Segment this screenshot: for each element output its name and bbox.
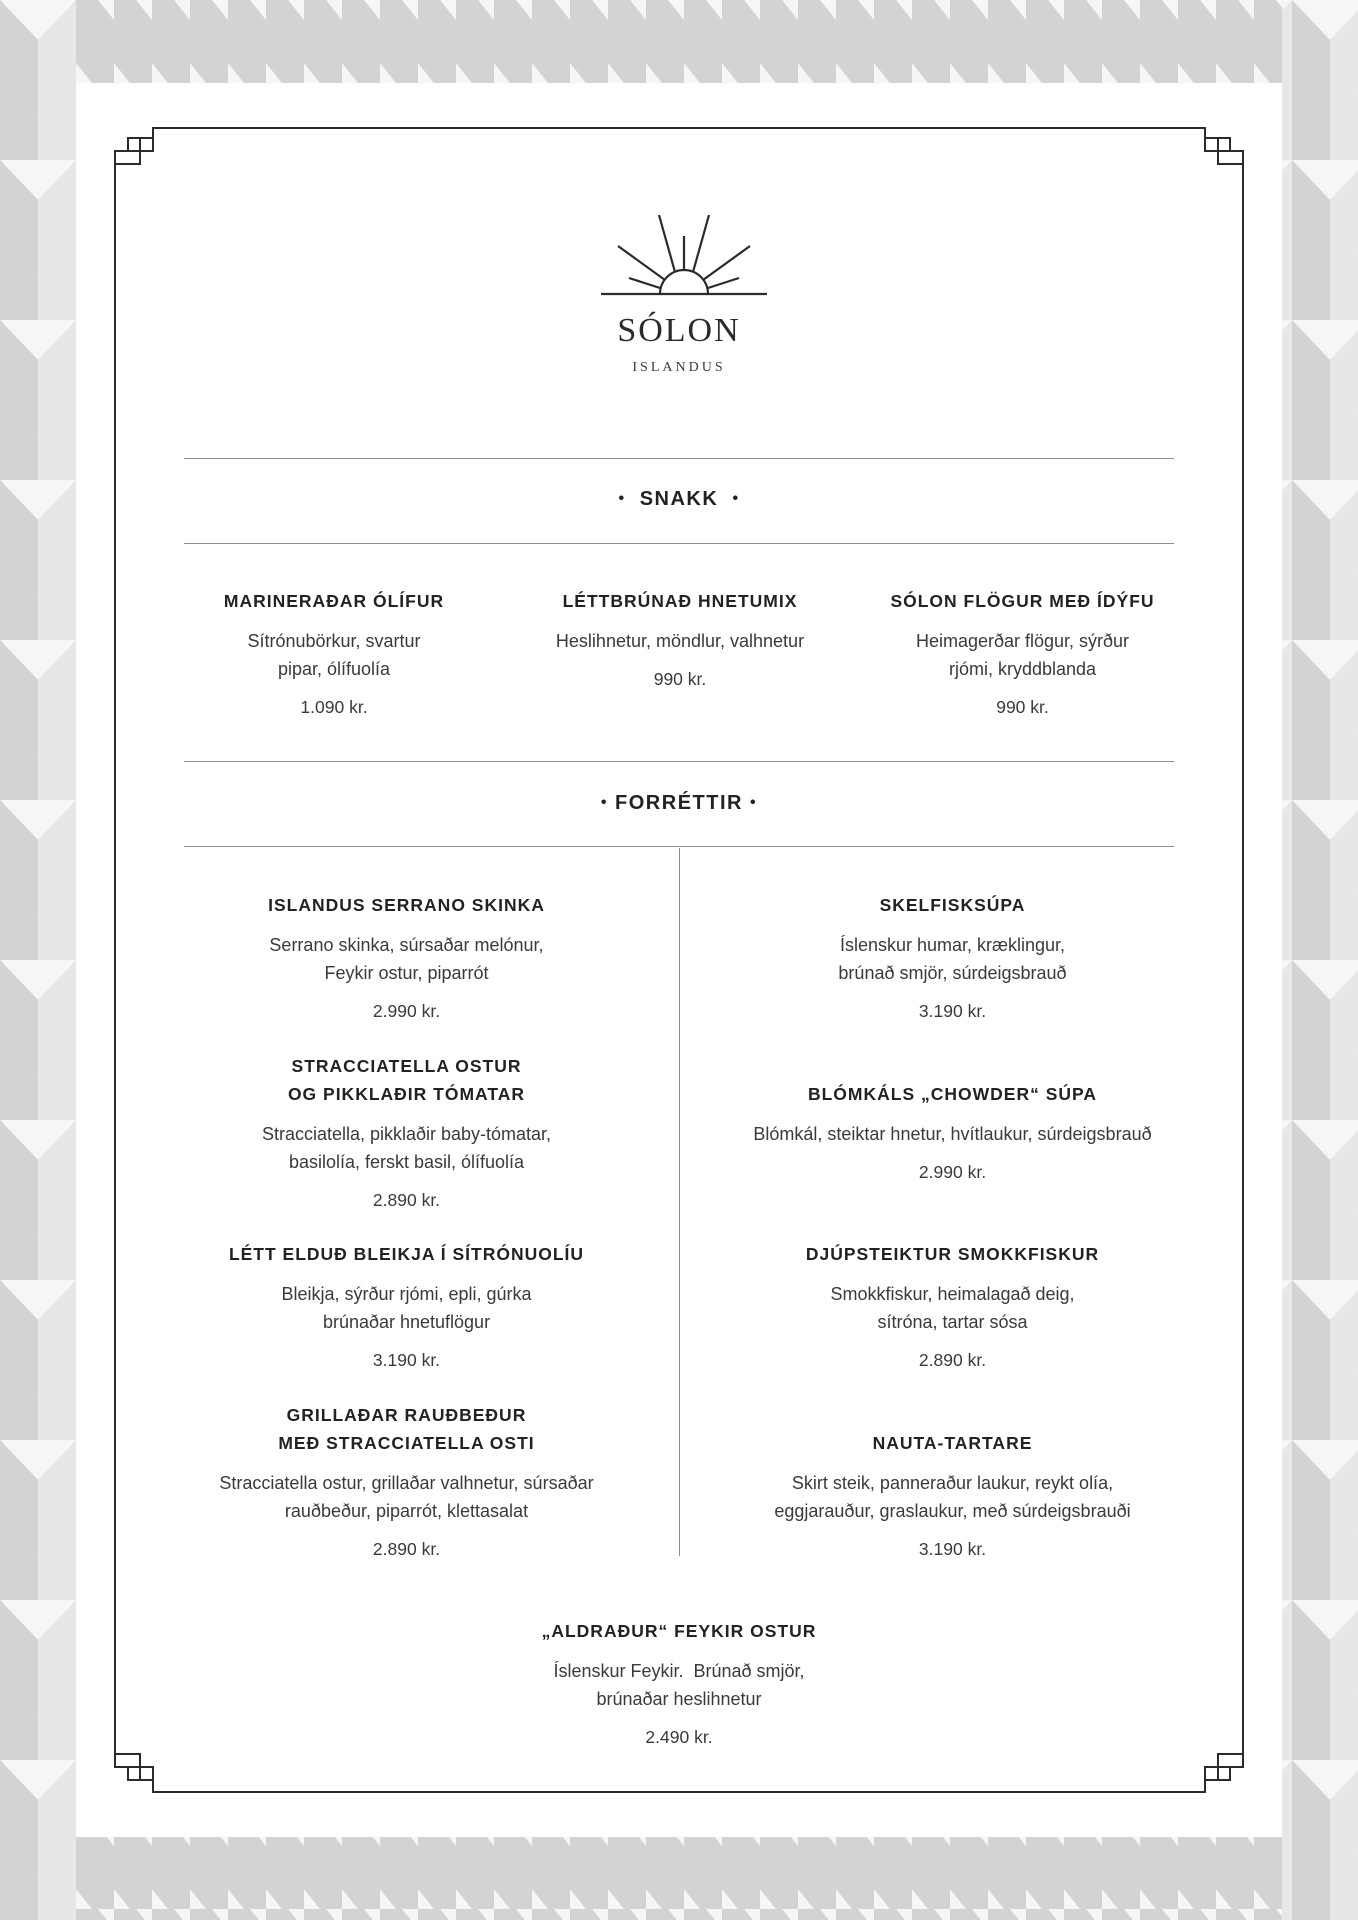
menu-item (710, 1429, 1195, 1561)
menu-item (710, 891, 1195, 1023)
brand-name: SÓLON (617, 312, 741, 349)
item-description-line: rjómi, kryddblanda (948, 659, 1097, 679)
item-name: NAUTA-TARTARE (872, 1433, 1033, 1453)
item-name: LÉTT ELDUÐ BLEIKJA Í SÍTRÓNUOLÍU (228, 1244, 585, 1264)
menu-item (870, 587, 1175, 719)
item-description (184, 627, 484, 683)
item-price: 2.890 kr. (372, 1190, 441, 1210)
item-description (479, 1657, 879, 1713)
bullet-dot: • (750, 794, 758, 811)
item-description-line: Feykir ostur, piparrót (324, 963, 489, 983)
item-name-line: STRACCIATELLA OSTUR (291, 1056, 522, 1076)
menu-item (184, 1052, 629, 1212)
item-description-line: brúnaðar hnetuflögur (322, 1312, 491, 1332)
item-price: 1.090 kr. (300, 697, 368, 717)
item-name-line: OG PIKKLAÐIR TÓMATAR (287, 1084, 526, 1104)
item-description-line: Bleikja, sýrður rjómi, epli, gúrka (281, 1284, 532, 1304)
item-name-line: MEÐ STRACCIATELLA OSTI (278, 1433, 535, 1453)
item-description-line: Blómkál, steiktar hnetur, hvítlaukur, súrdeigsbrauð (753, 1124, 1152, 1144)
section-title-forrettir (0, 792, 1358, 815)
item-price: 2.990 kr. (372, 1001, 441, 1021)
divider-forrettir-top (184, 761, 1174, 762)
item-description-line: basilolía, ferskt basil, ólífuolía (288, 1152, 525, 1172)
item-name: „ALDRAÐUR“ FEYKIR OSTUR (541, 1621, 817, 1641)
item-description-line: Sítrónubörkur, svartur (247, 631, 421, 651)
item-description-line: Skirt steik, panneraður laukur, reykt olía, (791, 1473, 1114, 1493)
item-description (710, 1280, 1195, 1336)
item-description-line: rauðbeður, piparrót, klettasalat (284, 1501, 529, 1521)
item-name (170, 1401, 643, 1457)
item-price: 2.490 kr. (645, 1727, 713, 1747)
item-description (870, 627, 1175, 683)
item-description-line: Stracciatella, pikklaðir baby-tómatar, (261, 1124, 552, 1144)
item-name: LÉTTBRÚNAÐ HNETUMIX (562, 591, 798, 611)
menu-item (184, 1240, 629, 1372)
item-description (710, 931, 1195, 987)
item-name: SKELFISKSÚPA (879, 895, 1026, 915)
menu-item (184, 891, 629, 1023)
menu-item (170, 1401, 643, 1561)
item-description (184, 1120, 629, 1176)
item-price: 3.190 kr. (918, 1001, 987, 1021)
item-price: 3.190 kr. (372, 1350, 441, 1370)
divider-forrettir-bottom (184, 846, 1174, 847)
menu-item (184, 587, 484, 719)
item-price: 2.890 kr. (372, 1539, 441, 1559)
item-description (184, 1280, 629, 1336)
item-price: 2.990 kr. (918, 1162, 987, 1182)
item-description-line: Heslihnetur, möndlur, valhnetur (555, 631, 805, 651)
bullet-dot: • (732, 490, 740, 507)
section-title-snakk-text: SNAKK (639, 488, 719, 510)
section-title-forrettir-text: FORRÉTTIR (615, 792, 743, 814)
menu-item (479, 1617, 879, 1749)
item-name (184, 1052, 629, 1108)
menu-item (710, 1080, 1195, 1184)
item-description-line: Stracciatella ostur, grillaðar valhnetur, súrsaðar (219, 1473, 594, 1493)
item-name: SÓLON FLÖGUR MEÐ ÍDÝFU (890, 591, 1155, 611)
item-description-line: brúnaðar heslihnetur (596, 1689, 762, 1709)
item-name: DJÚPSTEIKTUR SMOKKFISKUR (805, 1244, 1100, 1264)
item-name-line: GRILLAÐAR RAUÐBEÐUR (286, 1405, 527, 1425)
menu-item (520, 587, 840, 691)
sun-logo-icon (599, 210, 769, 300)
item-price: 990 kr. (653, 669, 707, 689)
item-description (520, 627, 840, 655)
bullet-dot: • (618, 490, 626, 507)
item-description-line: Íslenskur humar, kræklingur, (839, 935, 1066, 955)
column-divider (679, 848, 680, 1556)
item-name: ISLANDUS SERRANO SKINKA (268, 895, 545, 915)
section-title-snakk (0, 488, 1358, 511)
item-description-line: eggjarauður, graslaukur, með súrdeigsbrauði (774, 1501, 1131, 1521)
bullet-dot: • (600, 794, 608, 811)
item-description-line: pipar, ólífuolía (277, 659, 391, 679)
item-description (184, 931, 629, 987)
item-name: MARINERAÐAR ÓLÍFUR (223, 591, 445, 611)
item-description (710, 1469, 1195, 1525)
divider-snakk-top (184, 458, 1174, 459)
menu-item (710, 1240, 1195, 1372)
item-description-line: Smokkfiskur, heimalagað deig, (830, 1284, 1075, 1304)
item-description (170, 1469, 643, 1525)
item-price: 990 kr. (996, 697, 1049, 717)
item-price: 3.190 kr. (918, 1539, 987, 1559)
item-description (710, 1120, 1195, 1148)
item-description-line: Heimagerðar flögur, sýrður (915, 631, 1130, 651)
item-description-line: sítróna, tartar sósa (877, 1312, 1028, 1332)
divider-snakk-bottom (184, 543, 1174, 544)
item-description-line: Serrano skinka, súrsaðar melónur, (269, 935, 544, 955)
item-description-line: brúnað smjör, súrdeigsbrauð (838, 963, 1067, 983)
brand-subtitle: ISLANDUS (632, 360, 726, 375)
item-name: BLÓMKÁLS „CHOWDER“ SÚPA (807, 1084, 1098, 1104)
item-price: 2.890 kr. (918, 1350, 987, 1370)
item-description-line: Íslenskur Feykir. Brúnað smjör, (553, 1661, 805, 1681)
